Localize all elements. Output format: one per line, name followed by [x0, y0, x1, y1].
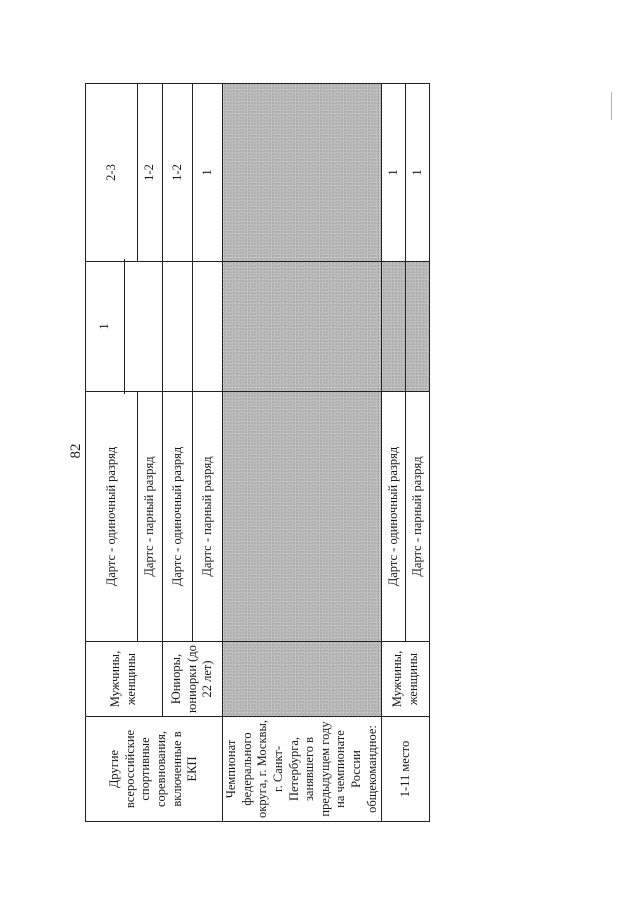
value-cell: 1 — [193, 84, 223, 262]
value-cell — [86, 262, 163, 392]
shaded-cell — [223, 642, 382, 717]
event-cell: Другие всероссийские спортивные соревнования, включенные в ЕКП — [86, 717, 223, 822]
table-row — [86, 84, 138, 822]
value-single: 1 — [97, 323, 112, 330]
table-row — [382, 84, 406, 822]
discipline-cell: Дартс - одиночный разряд — [382, 392, 406, 642]
value-cell: 1-2 — [138, 84, 163, 262]
value-cell: 2-3 — [86, 84, 138, 262]
shaded-cell — [223, 262, 382, 392]
discipline-cell: Дартс - парный разряд — [406, 392, 430, 642]
shaded-cell — [223, 84, 382, 262]
value-cell — [193, 262, 223, 392]
event-cell: Чемпионат федерального округа, г. Москвы, г. Санкт-Петербурга, занявшего в предыдущем году на чемпионате России общекомандное: — [223, 717, 382, 822]
value-cell: 1 — [382, 84, 406, 262]
discipline-cell: Дартс - одиночный разряд — [163, 392, 193, 642]
table-row — [223, 84, 382, 822]
discipline-cell: Дартс - парный разряд — [193, 392, 223, 642]
rotated-table-frame — [85, 84, 424, 822]
value-cell: 1 — [406, 84, 430, 262]
value-cell: 1-2 — [163, 84, 193, 262]
value-pair — [124, 262, 162, 391]
table-row — [163, 84, 193, 822]
sports-rank-table — [85, 83, 430, 822]
shaded-cell — [406, 262, 430, 392]
group-cell: Мужчины, женщины — [86, 642, 163, 717]
group-cell: Мужчины, женщины — [382, 642, 430, 717]
rotated-table — [85, 84, 424, 822]
group-cell: Юниоры, юниорки (до 22 лет) — [163, 642, 223, 717]
shaded-cell — [223, 392, 382, 642]
value-cell — [163, 262, 193, 392]
page-number: 82 — [68, 443, 84, 459]
event-cell: 1-11 место — [382, 717, 430, 822]
discipline-cell: Дартс - парный разряд — [138, 392, 163, 642]
margin-mark — [611, 92, 612, 120]
shaded-cell — [382, 262, 406, 392]
discipline-cell: Дартс - одиночный разряд — [86, 392, 138, 642]
